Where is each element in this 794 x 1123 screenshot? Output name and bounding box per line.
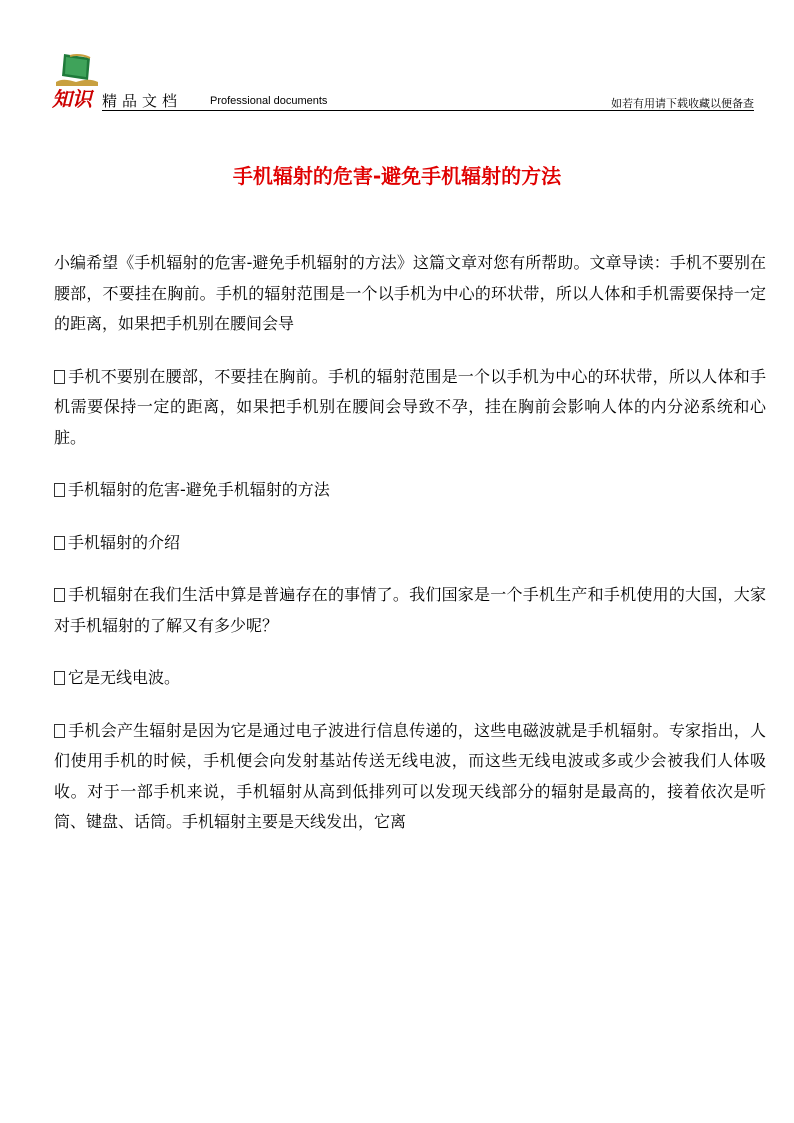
bullet-box-icon [54, 724, 65, 738]
header-divider [102, 110, 754, 111]
bullet-box-icon [54, 588, 65, 602]
paragraph: 手机辐射的危害-避免手机辐射的方法 [54, 475, 766, 506]
paragraph: 它是无线电波。 [54, 663, 766, 694]
paragraph: 手机会产生辐射是因为它是通过电子波进行信息传递的，这些电磁波就是手机辐射。专家指出，人们使用手机的时候，手机便会向发射基站传送无线电波，而这些无线电波或多或少会被我们人体吸收。对于一部手机来说，手机辐射从高到低排列可以发现天线部分的辐射是最高的，接着依次是听筒、键盘、话筒。手机辐射主要是天线发出，它离 [54, 720, 766, 831]
paragraph: 手机不要别在腰部，不要挂在胸前。手机的辐射范围是一个以手机为中心的环状带，所以人体和手机需要保持一定的距离，如果把手机别在腰间会导致不孕，挂在胸前会影响人体的内分泌系统和心脏。 [54, 366, 766, 447]
svg-text:知识: 知识 [52, 87, 92, 110]
bullet-box-icon [54, 536, 65, 550]
paragraph: 小编希望《手机辐射的危害-避免手机辐射的方法》这篇文章对您有所帮助。文章导读：手机不要别在腰部，不要挂在胸前。手机的辐射范围是一个以手机为中心的环状带，所以人体和手机需要保持一定的距离，如果把手机别在腰间会导 [54, 253, 766, 333]
page-header [50, 52, 754, 112]
paragraph: 手机辐射的介绍 [54, 528, 766, 559]
book-logo-icon [50, 52, 104, 110]
header-subtitle: Professional documents [210, 95, 328, 107]
bullet-box-icon [54, 483, 65, 497]
bullet-box-icon [54, 370, 65, 384]
document-title: 手机辐射的危害-避免手机辐射的方法 [232, 164, 562, 188]
header-note: 如若有用请下载收藏以便备查 [611, 97, 754, 110]
header-label: 精品文档 [102, 92, 183, 110]
bullet-box-icon [54, 671, 65, 685]
paragraph: 手机辐射在我们生活中算是普遍存在的事情了。我们国家是一个手机生产和手机使用的大国，大家对手机辐射的了解又有多少呢？ [54, 585, 766, 635]
document-body [54, 248, 766, 860]
